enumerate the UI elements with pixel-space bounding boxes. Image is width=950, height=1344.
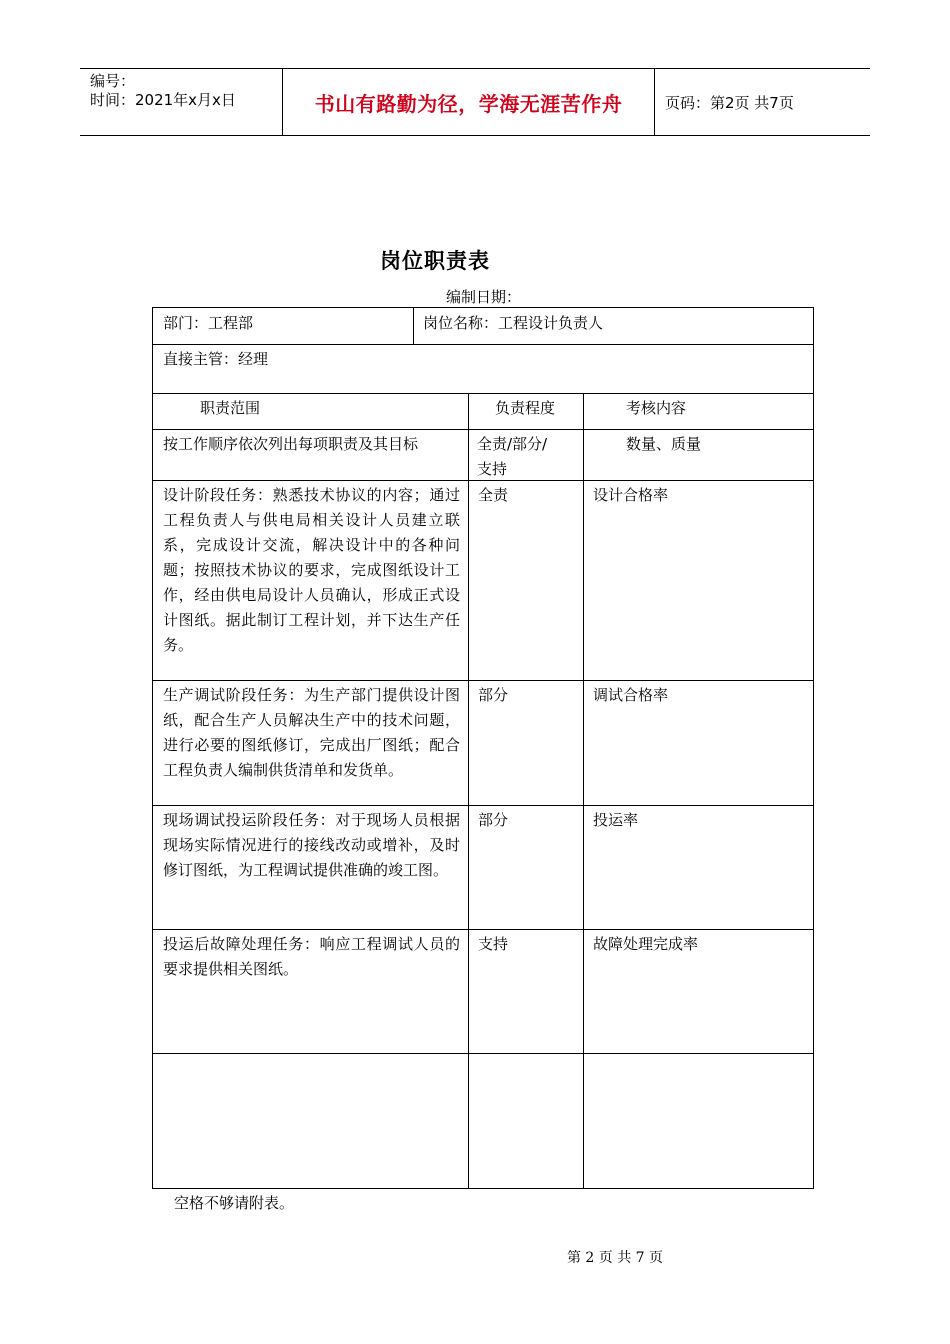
header-meta <box>80 69 282 135</box>
subheader-assessment: 数量、质量 <box>626 435 702 453</box>
header-motto: 书山有路勤为径，学海无涯苦作舟 <box>314 91 623 116</box>
row-divider <box>153 344 813 345</box>
col-header-scope: 职责范围 <box>200 399 261 417</box>
page-title: 岗位职责表 <box>380 249 490 273</box>
subheader-scope: 按工作顺序依次列出每项职责及其目标 <box>163 435 419 453</box>
row-divider <box>153 929 813 930</box>
duty-row-1-scope: 设计阶段任务：熟悉技术协议的内容；通过工程负责人与供电局相关设计人员建立联系，完成设计交流，解决设计中的各种问题；按照技术协议的要求，完成图纸设计工作，经由供电局设计人员确认，形成正式设计图纸。据此制订工程计划，并下达生产任务。 <box>163 486 460 654</box>
duty-row-3-assessment: 投运率 <box>593 811 639 829</box>
page-footer: 第 2 页 共 7 页 <box>566 1250 664 1266</box>
duty-row-1-assessment: 设计合格率 <box>593 486 669 504</box>
document-header <box>80 68 870 136</box>
duty-row-2-scope: 生产调试阶段任务：为生产部门提供设计图纸，配合生产人员解决生产中的技术问题，进行必要的图纸修订，完成出厂图纸；配合工程负责人编制供货清单和发货单。 <box>163 686 460 779</box>
position-name-cell: 岗位名称：工程设计负责人 <box>423 314 604 332</box>
duty-row-4-scope: 投运后故障处理任务：响应工程调试人员的要求提供相关图纸。 <box>163 935 460 978</box>
duty-row-4-degree: 支持 <box>478 935 509 953</box>
row-divider <box>153 429 813 430</box>
row-divider <box>153 393 813 394</box>
row-divider <box>153 1053 813 1054</box>
duty-table <box>152 307 814 1189</box>
col-header-assessment: 考核内容 <box>626 399 687 417</box>
department-cell: 部门：工程部 <box>163 314 254 332</box>
duty-row-4-assessment: 故障处理完成率 <box>593 935 699 953</box>
supervisor-cell: 直接主管：经理 <box>163 350 269 368</box>
duty-row-3-degree: 部分 <box>478 811 509 829</box>
table-note: 空格不够请附表。 <box>174 1194 295 1212</box>
column-divider <box>468 393 469 1189</box>
row-divider <box>153 805 813 806</box>
header-motto-cell <box>282 69 655 135</box>
compile-date-label: 编制日期： <box>446 288 522 306</box>
duty-row-1-degree: 全责 <box>478 486 509 504</box>
duty-row-2-degree: 部分 <box>478 686 509 704</box>
duty-row-3-scope: 现场调试投运阶段任务：对于现场人员根据现场实际情况进行的接线改动或增补，及时修订图纸，为工程调试提供准确的竣工图。 <box>163 811 460 879</box>
header-page-code: 页码：第2页 共7页 <box>665 93 794 112</box>
col-header-degree: 负责程度 <box>495 399 556 417</box>
row-divider <box>153 680 813 681</box>
duty-row-2-assessment: 调试合格率 <box>593 686 669 704</box>
header-page-cell <box>655 69 870 135</box>
subheader-degree: 全责/部分/支持 <box>477 435 548 478</box>
column-divider <box>413 308 414 344</box>
column-divider <box>583 393 584 1189</box>
header-time: 时间：2021年x月x日 <box>90 91 236 109</box>
header-number: 编号： <box>90 72 136 90</box>
